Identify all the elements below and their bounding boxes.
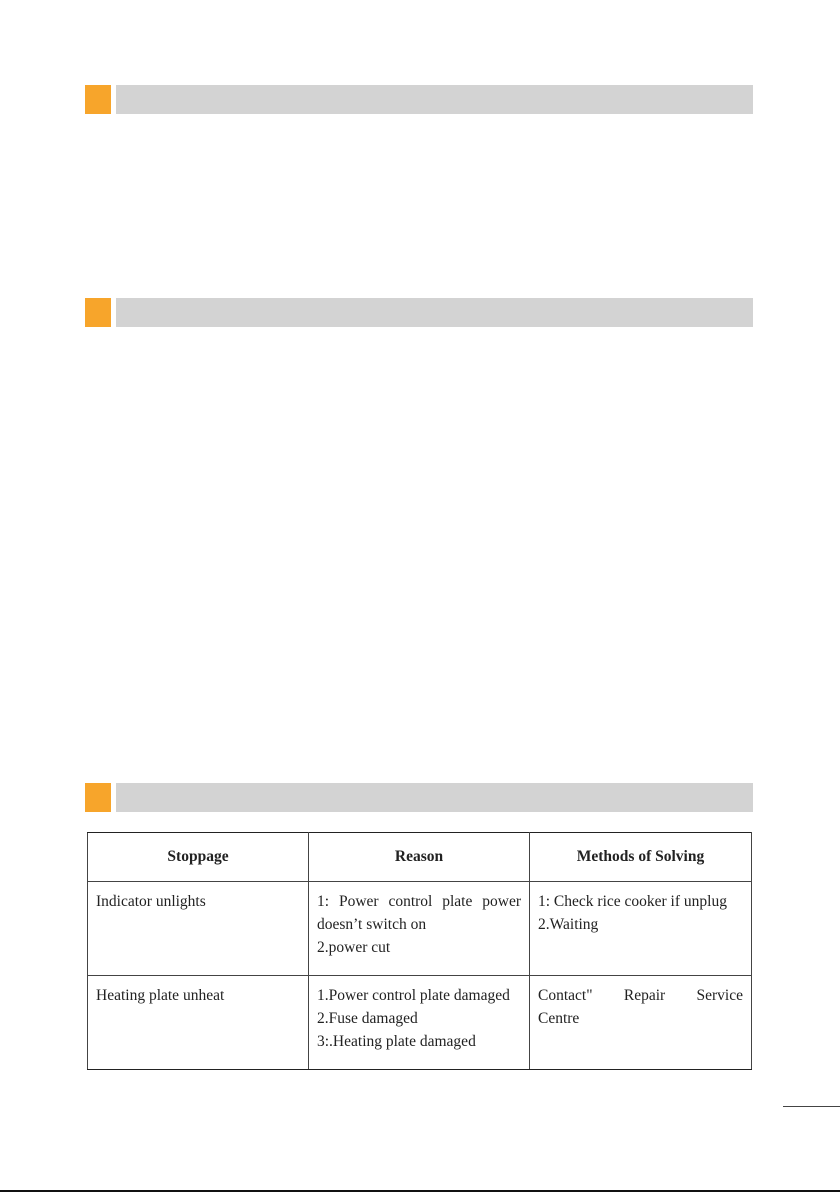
reason-line: doesn’t switch on	[317, 916, 427, 933]
header-reason: Reason	[309, 833, 530, 882]
section-marker	[85, 85, 111, 114]
solution-line: 2.Waiting	[538, 916, 599, 933]
solution-cell	[530, 882, 752, 976]
troubleshooting-table	[87, 832, 752, 1070]
stoppage-cell: Heating plate unheat	[88, 976, 309, 1070]
reason-cell	[309, 976, 530, 1070]
section-marker	[85, 298, 111, 327]
section-band	[116, 85, 753, 114]
solution-cell	[530, 976, 752, 1070]
table-header-row	[88, 833, 752, 882]
reason-cell	[309, 882, 530, 976]
section-header-bar-3	[85, 783, 753, 812]
page-number-rule	[783, 1106, 840, 1107]
solution-line: 1: Check rice cooker if unplug	[538, 893, 727, 910]
table-row	[88, 976, 752, 1070]
section-header-bar-1	[85, 85, 753, 114]
section-band	[116, 298, 753, 327]
table-row	[88, 882, 752, 976]
solution-line: Centre	[538, 1010, 580, 1027]
reason-line: 2.power cut	[317, 939, 391, 956]
header-stoppage: Stoppage	[88, 833, 309, 882]
reason-line: 2.Fuse damaged	[317, 1010, 418, 1027]
reason-line: 3:.Heating plate damaged	[317, 1033, 476, 1050]
section-header-bar-2	[85, 298, 753, 327]
stoppage-cell: Indicator unlights	[88, 882, 309, 976]
reason-line: 1: Power control plate power	[317, 893, 521, 910]
header-methods-of-solving: Methods of Solving	[530, 833, 752, 882]
section-band	[116, 783, 753, 812]
reason-line: 1.Power control plate damaged	[317, 987, 510, 1004]
solution-line: Contact" Repair Service	[538, 987, 743, 1004]
section-marker	[85, 783, 111, 812]
